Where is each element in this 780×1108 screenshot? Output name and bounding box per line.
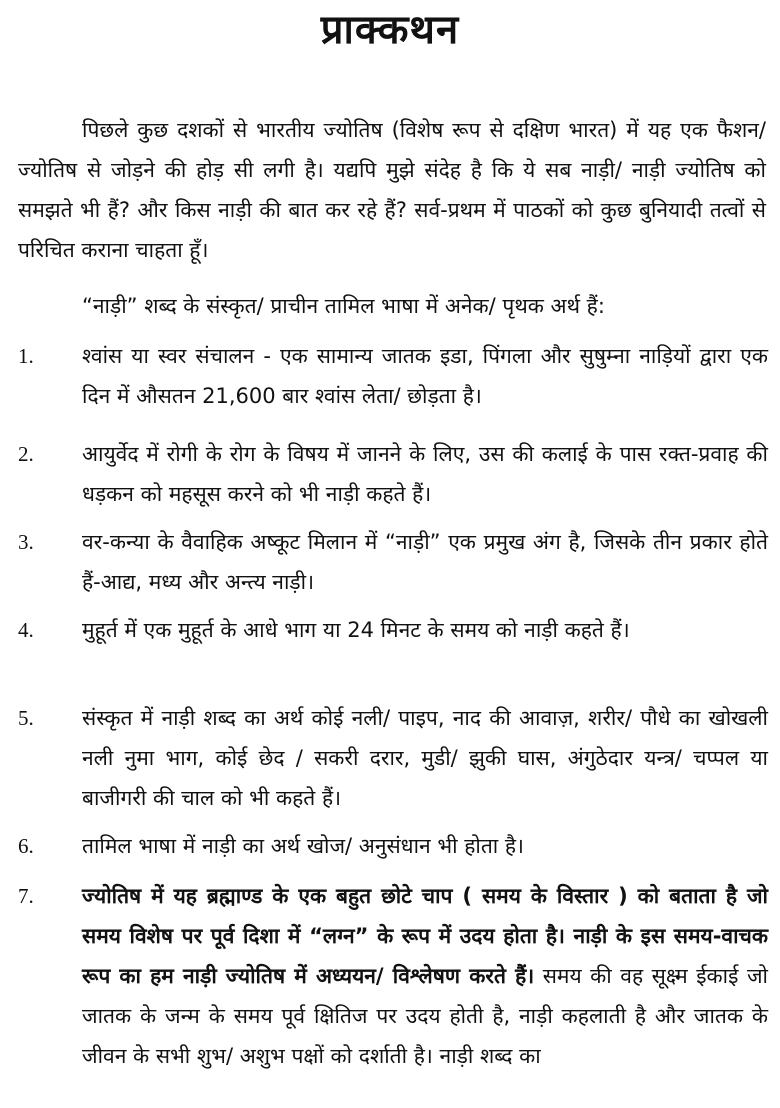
item-text: तामिल भाषा में नाड़ी का अर्थ खोज/ अनुसंधान भी होता है। (82, 834, 525, 858)
item-text: संस्कृत में नाड़ी शब्द का अर्थ कोई नली/ पाइप, नाद की आवाज़, शरीर/ पौधे का खोखली नली नुमा भाग, कोई छेद / सकरी दरार, मुडी/ झुकी घास, अंगुठेदार यन्त्र/ चप्पल या बाजीगरी की चाल को भी कहते हैं। (82, 706, 768, 810)
item-number: 5. (18, 706, 34, 730)
list-item (18, 876, 768, 1076)
item-text: वर-कन्या के वैवाहिक अष्कूट मिलान में “नाड़ी” एक प्रमुख अंग है, जिसके तीन प्रकार होते हैं-आद्य, मध्य और अन्त्य नाड़ी। (82, 530, 768, 594)
opening-paragraph: पिछले कुछ दशकों से भारतीय ज्योतिष (विशेष रूप से दक्षिण भारत) में यह एक फैशन/ ज्योतिष से जोड़ने की होड़ सी लगी है। यद्यपि मुझे संदेह है कि ये सब नाड़ी/ नाड़ी ज्योतिष को समझते भी हैं? और किस नाड़ी की बात कर रहे हैं? सर्व-प्रथम में पाठकों को कुछ बुनियादी तत्वों से परिचित कराना चाहता हूँ। (18, 118, 766, 262)
item-number: 1. (18, 344, 34, 368)
item-number: 2. (18, 442, 34, 466)
item-regular-text: समय की वह सूक्ष्म ईकाई जो जातक के जन्म के समय पूर्व क्षितिज पर उदय होती है, नाड़ी कहलाती है और जातक के जीवन के सभी शुभ/ अशुभ पक्षों को दर्शाती है। नाड़ी शब्द का (82, 964, 768, 1068)
item-text: आयुर्वेद में रोगी के रोग के विषय में जानने के लिए, उस की कलाई के पास रक्त-प्रवाह की धड़कन को महसूस करने को भी नाड़ी कहते हैं। (82, 442, 768, 506)
item-number: 6. (18, 834, 34, 858)
list-item (18, 336, 768, 416)
page-title: प्राक्कथन (320, 7, 460, 53)
item-text: श्वांस या स्वर संचालन - एक सामान्य जातक इडा, पिंगला और सुषुम्ना नाड़ियों द्वारा एक दिन में औसतन 21,600 बार श्वांस लेता/ छोड़ता है। (82, 344, 768, 408)
item-text: मुहूर्त में एक मुहूर्त के आधे भाग या 24 मिनट के समय को नाड़ी कहते हैं। (82, 618, 630, 642)
item-bold-text: ज्योतिष में यह ब्रह्माण्ड के एक बहुत छोटे चाप ( समय के विस्तार ) को बताता है जो समय विशेष पर पूर्व दिशा में “लग्न” के रूप में उदय होता है। नाड़ी के इस समय-वाचक रूप का हम नाड़ी ज्योतिष में अध्ययन/ विश्लेषण करते हैं। (82, 884, 768, 988)
list-item (18, 522, 768, 602)
list-item (18, 434, 768, 514)
list-item (18, 610, 768, 650)
item-number: 7. (18, 884, 34, 908)
item-text (82, 876, 768, 1076)
item-number: 4. (18, 618, 34, 642)
intro-line: “नाड़ी” शब्द के संस्कृत/ प्राचीन तामिल भाषा में अनेक/ पृथक अर्थ हैं: (82, 294, 605, 318)
list-item (18, 826, 768, 866)
list-item (18, 698, 768, 818)
item-number: 3. (18, 530, 34, 554)
